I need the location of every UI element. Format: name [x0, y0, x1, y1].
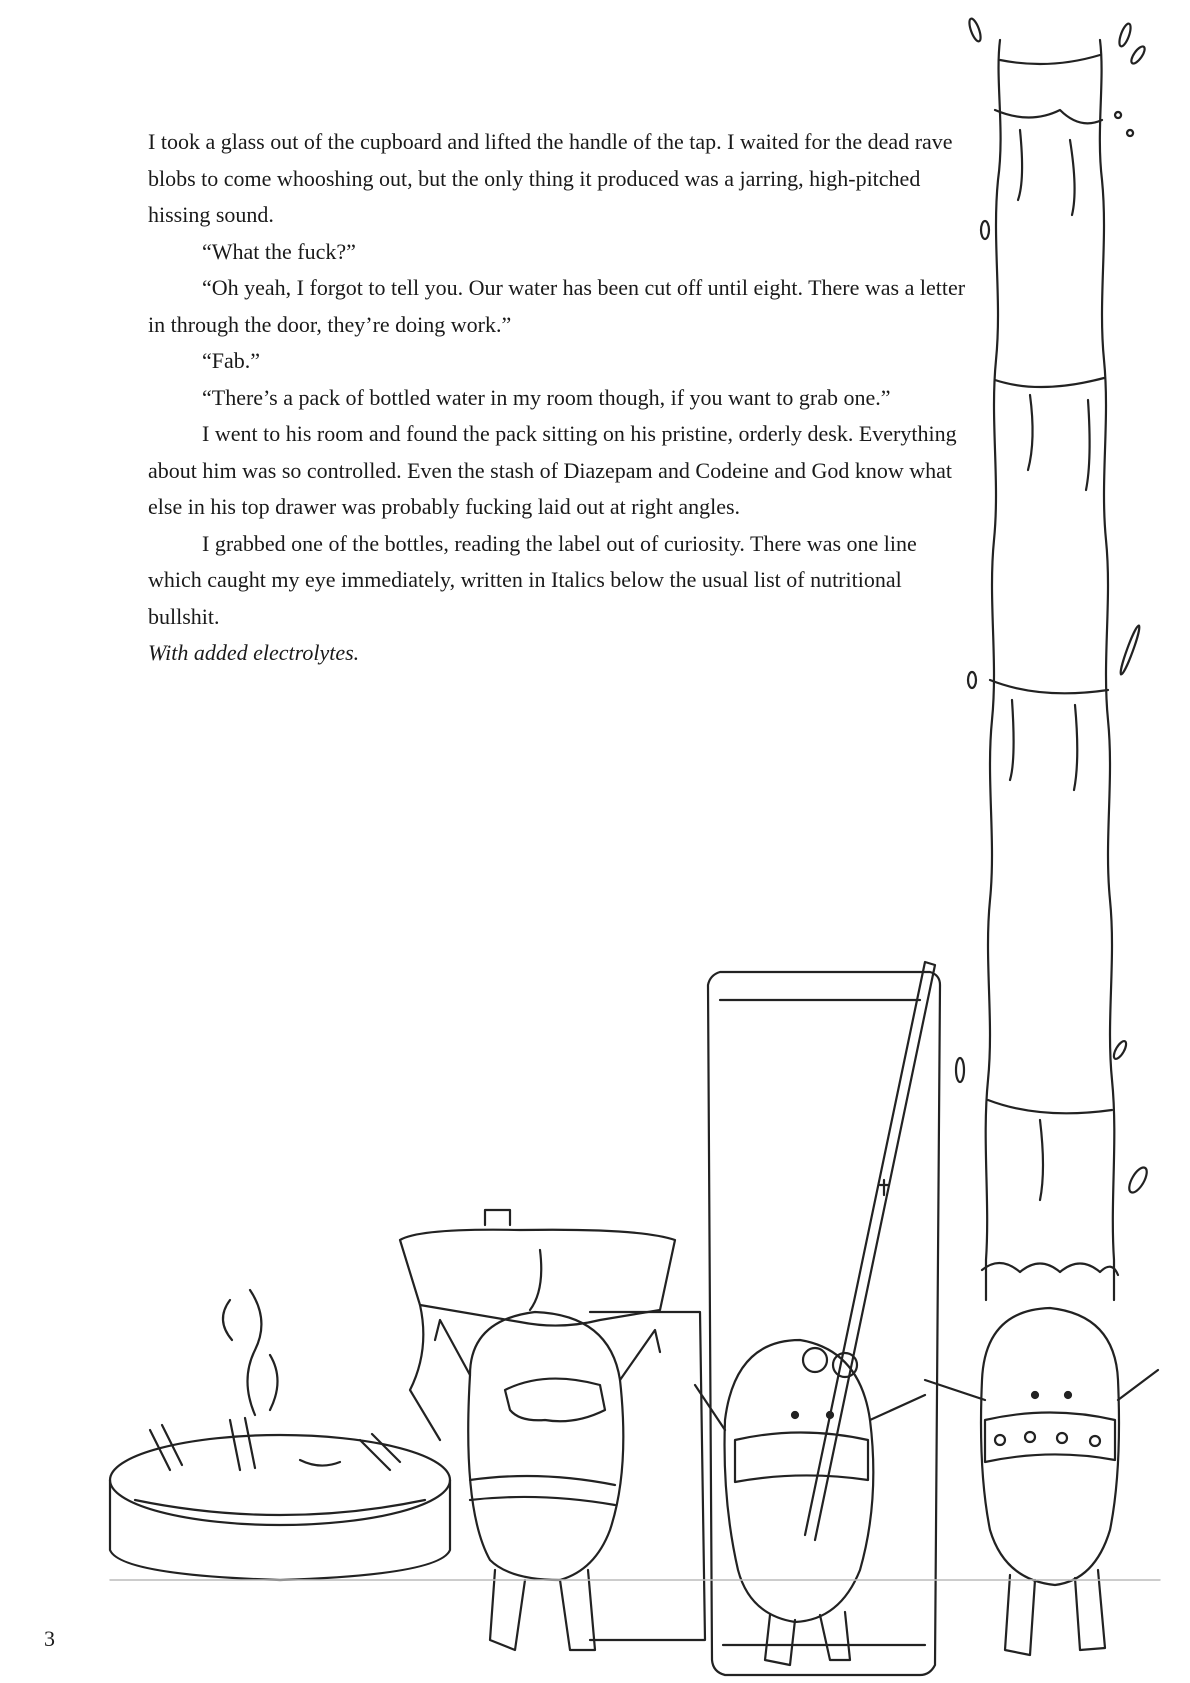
- blob-character-aviator: [695, 1340, 925, 1665]
- paragraph: “Oh yeah, I forgot to tell you. Our water has been cut off until eight. There was a letter in through the door, they’re doing work.”: [148, 275, 966, 337]
- dripping-pole: [956, 17, 1150, 1300]
- page-number: 3: [44, 1626, 55, 1651]
- blob-character-goggles: [435, 1312, 660, 1650]
- paragraph: I took a glass out of the cupboard and lifted the handle of the tap. I waited for the dead rave blobs to come whooshing out, but the only thing it produced was a jarring, high-pitched hissing sound.: [148, 129, 953, 227]
- ashtray: [110, 1290, 450, 1580]
- crushed-can: [400, 1210, 705, 1640]
- paragraph: “What the fuck?”: [202, 238, 356, 264]
- paragraph: I grabbed one of the bottles, reading the label out of curiosity. There was one line which caught my eye immediately, written in Italics below the usual list of nutritional bullshit.: [148, 530, 917, 629]
- tall-glass-with-straw: [708, 962, 940, 1675]
- italic-label-line: With added electrolytes.: [148, 640, 360, 665]
- paragraph: I went to his room and found the pack sitting on his pristine, orderly desk. Everything about him was so controlled. Even the stash of Diazepam and Codeine and God know what else in his top drawer was probably fucking laid out at right angles.: [148, 421, 957, 519]
- paragraph: “Fab.”: [202, 348, 261, 373]
- paragraph: “There’s a pack of bottled water in my room though, if you want to grab one.”: [202, 384, 891, 410]
- blob-character-polka: [925, 1308, 1158, 1655]
